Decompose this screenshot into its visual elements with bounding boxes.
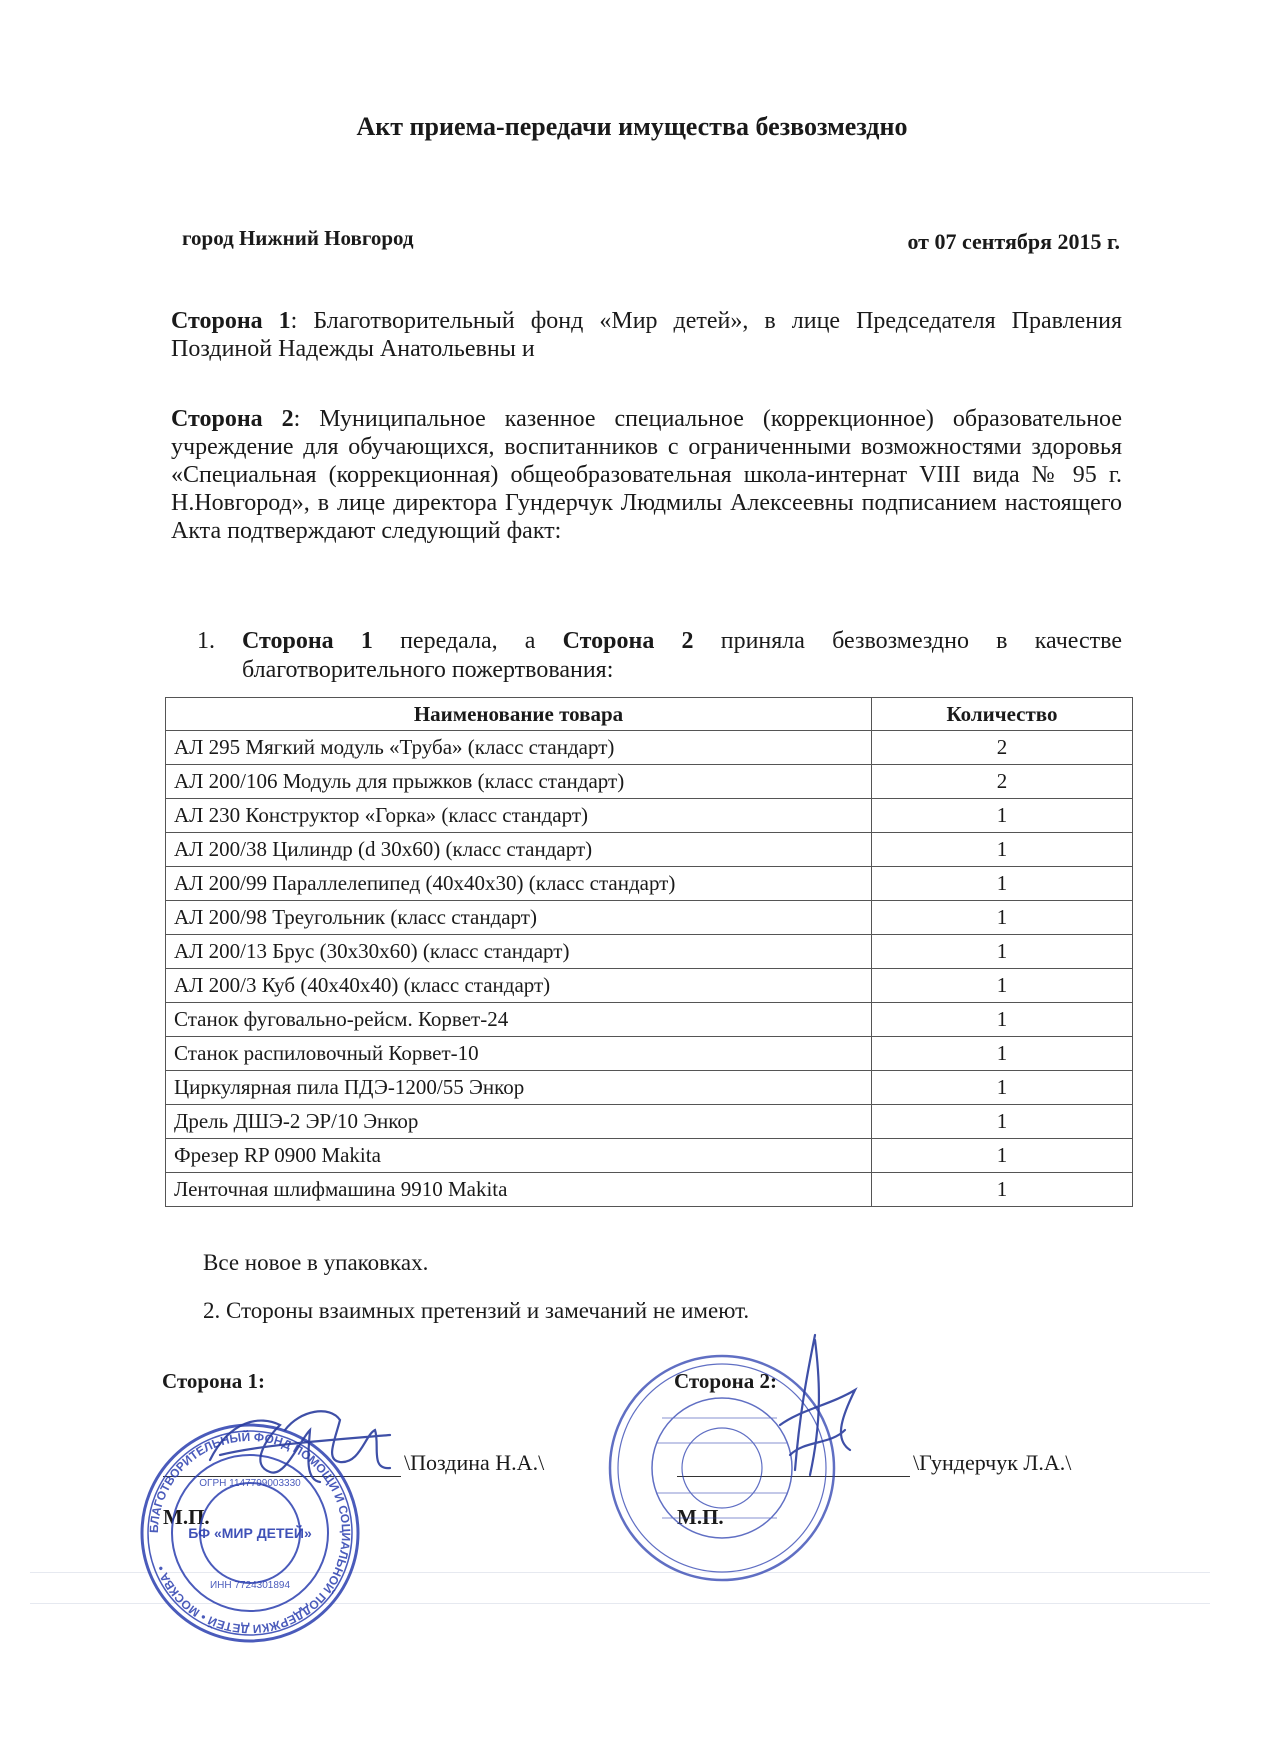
clause-1-text	[242, 627, 1122, 685]
item-qty-cell: 1	[872, 969, 1133, 1003]
clause-1-number: 1.	[197, 628, 215, 654]
party1-text: : Благотворительный фонд «Мир детей», в лице Председателя Правления Поздиной Надежды Анатольевны и	[171, 308, 1122, 362]
table-row	[166, 901, 1133, 935]
clause-1-text-b: приняла безвозмездно в качестве благотворительного пожертвования:	[242, 628, 1123, 683]
document-city: город Нижний Новгород	[182, 226, 414, 250]
seal-place-party1: М.П.	[163, 1505, 210, 1529]
table-row	[166, 1105, 1133, 1139]
item-qty-cell: 1	[872, 833, 1133, 867]
party2-text: : Муниципальное казенное специальное (коррекционное) образовательное учреждение для обучающихся, воспитанников с ограниченными возможностями здоровья «Специальная (коррекционная) общеобразовательная школа-интернат VIII вида № 95 г. Н.Новгород», в лице директора Гундерчук Людмилы Алексеевны подписанием настоящего Акта подтверждают следующий факт:	[171, 406, 1122, 544]
table-row	[166, 765, 1133, 799]
signature-party1-label: Сторона 1:	[162, 1369, 265, 1393]
clause-1-party1: Сторона 1	[242, 628, 373, 654]
table-row	[166, 1037, 1133, 1071]
item-qty-cell: 1	[872, 1037, 1133, 1071]
party1-label: Сторона 1	[171, 308, 291, 334]
item-name-cell: Станок распиловочный Корвет-10	[166, 1037, 872, 1071]
table-row	[166, 1139, 1133, 1173]
clause-2: 2. Стороны взаимных претензий и замечаний не имеют.	[203, 1298, 750, 1323]
clause-1-text-a: передала, а	[372, 628, 563, 654]
table-row	[166, 799, 1133, 833]
item-name-cell: АЛ 200/106 Модуль для прыжков (класс стандарт)	[166, 765, 872, 799]
goods-table-body	[166, 731, 1133, 1207]
table-row	[166, 1071, 1133, 1105]
item-name-cell: Циркулярная пила ПДЭ-1200/55 Энкор	[166, 1071, 872, 1105]
table-row	[166, 935, 1133, 969]
item-name-cell: Станок фуговально-рейсм. Корвет-24	[166, 1003, 872, 1037]
item-qty-cell: 2	[872, 731, 1133, 765]
document-date: от 07 сентября 2015 г.	[907, 229, 1120, 254]
item-qty-cell: 1	[872, 1003, 1133, 1037]
table-row	[166, 969, 1133, 1003]
item-qty-cell: 1	[872, 867, 1133, 901]
item-name-cell: Дрель ДШЭ-2 ЭР/10 Энкор	[166, 1105, 872, 1139]
item-qty-cell: 1	[872, 1173, 1133, 1207]
table-row	[166, 1003, 1133, 1037]
table-row	[166, 731, 1133, 765]
item-qty-cell: 1	[872, 935, 1133, 969]
item-name-cell: АЛ 200/38 Цилиндр (d 30x60) (класс стандарт)	[166, 833, 872, 867]
item-qty-cell: 1	[872, 799, 1133, 833]
item-qty-cell: 1	[872, 1071, 1133, 1105]
item-name-cell: Ленточная шлифмашина 9910 Makita	[166, 1173, 872, 1207]
item-qty-cell: 1	[872, 901, 1133, 935]
item-qty-cell: 1	[872, 1105, 1133, 1139]
item-name-cell: АЛ 200/3 Куб (40х40х40) (класс стандарт)	[166, 969, 872, 1003]
party2-paragraph	[171, 405, 1122, 545]
note-text: Все новое в упаковках.	[203, 1250, 429, 1275]
item-qty-cell: 2	[872, 765, 1133, 799]
signature-party2-label: Сторона 2:	[674, 1369, 777, 1393]
item-qty-cell: 1	[872, 1139, 1133, 1173]
party2-label: Сторона 2	[171, 406, 294, 432]
seal-inn-text: ИНН 7724301894	[209, 1580, 291, 1591]
table-header-row	[166, 698, 1133, 731]
table-row	[166, 833, 1133, 867]
item-name-cell: АЛ 230 Конструктор «Горка» (класс стандарт)	[166, 799, 872, 833]
signature-name-party2: \Гундерчук Л.А.\	[913, 1450, 1072, 1475]
clause-1	[197, 627, 1122, 685]
party1-paragraph	[171, 307, 1122, 363]
item-name-cell: Фрезер RP 0900 Makita	[166, 1139, 872, 1173]
goods-table	[165, 697, 1133, 1207]
clause-1-party2: Сторона 2	[562, 628, 694, 654]
item-name-cell: АЛ 295 Мягкий модуль «Труба» (класс стандарт)	[166, 731, 872, 765]
document-title: Акт приема-передачи имущества безвозмездно	[356, 112, 908, 141]
column-header-qty: Количество	[872, 698, 1133, 731]
column-header-name: Наименование товара	[166, 698, 872, 731]
seal-ogrn-text: ОГРН 1147799003330	[199, 1478, 301, 1489]
table-row	[166, 1173, 1133, 1207]
handwritten-signature-party1	[190, 1400, 420, 1500]
item-name-cell: АЛ 200/98 Треугольник (класс стандарт)	[166, 901, 872, 935]
table-row	[166, 867, 1133, 901]
signature-name-party1: \Поздина Н.А.\	[404, 1450, 545, 1475]
seal-center-text: БФ «МИР ДЕТЕЙ»	[188, 1525, 312, 1541]
item-name-cell: АЛ 200/99 Параллелепипед (40х40х30) (класс стандарт)	[166, 867, 872, 901]
seal-ring-text: БЛАГОТВОРИТЕЛЬНЫЙ ФОНД ПОМОЩИ И СОЦИАЛЬНОЙ ПОДДЕРЖКИ ДЕТЕЙ • МОСКВА •	[146, 1429, 354, 1637]
item-name-cell: АЛ 200/13 Брус (30х30х60) (класс стандарт)	[166, 935, 872, 969]
seal-place-party2: М.П.	[677, 1505, 724, 1529]
handwritten-signature-party2	[760, 1330, 880, 1490]
